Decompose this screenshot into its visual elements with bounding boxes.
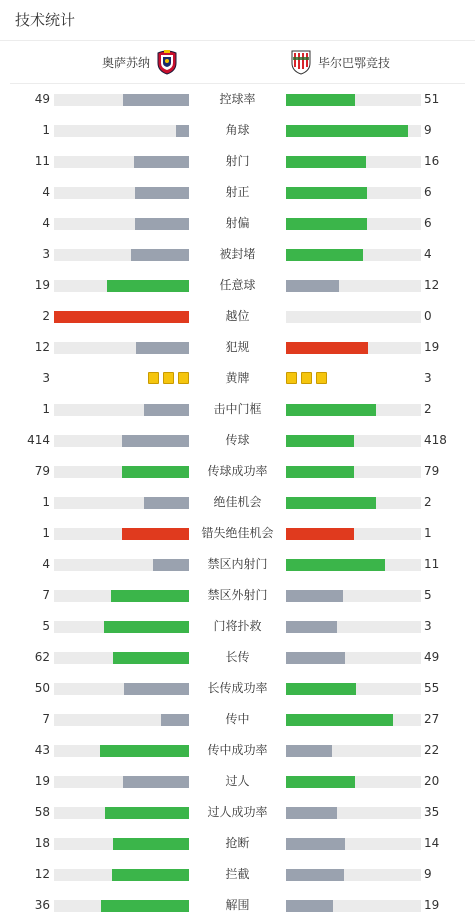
stat-label: 被封堵: [219, 247, 256, 261]
away-stat-value: 19: [424, 898, 440, 912]
home-stat-bar-fill: [122, 528, 190, 540]
home-stat-bar-fill: [104, 621, 189, 633]
home-stat-value: 58: [34, 805, 50, 819]
away-yellow-cards: [286, 372, 327, 384]
away-stat-bar: [286, 404, 421, 416]
away-stat-bar-fill: [286, 900, 333, 912]
stat-row: [0, 735, 475, 766]
away-stat-bar-fill: [286, 466, 354, 478]
away-stat-bar-fill: [286, 621, 337, 633]
away-stat-bar-fill: [286, 714, 393, 726]
stat-row: [0, 797, 475, 828]
away-stat-bar-fill: [286, 497, 376, 509]
yellow-card-icon: [163, 372, 174, 384]
stat-label: 射门: [225, 154, 250, 168]
home-stat-bar: [54, 621, 189, 633]
away-stat-bar: [286, 311, 421, 323]
home-stat-value: 7: [42, 712, 50, 726]
home-stat-bar: [54, 776, 189, 788]
stat-row: [0, 580, 475, 611]
away-stat-bar-fill: [286, 652, 345, 664]
away-stat-bar-fill: [286, 218, 367, 230]
stat-label: 犯规: [225, 340, 250, 354]
away-stat-bar-fill: [286, 435, 354, 447]
stat-label: 射偏: [225, 216, 250, 230]
away-stat-bar: [286, 125, 421, 137]
home-stat-bar-fill: [144, 497, 189, 509]
home-stat-bar: [54, 125, 189, 137]
away-stat-value: 51: [424, 92, 440, 106]
away-stat-bar: [286, 683, 421, 695]
home-stat-bar: [54, 404, 189, 416]
stat-label: 传球: [225, 433, 250, 447]
away-stat-value: 16: [424, 154, 440, 168]
stat-row: [0, 890, 475, 921]
home-stat-bar-fill: [122, 466, 190, 478]
yellow-card-icon: [316, 372, 327, 384]
stat-row: [0, 487, 475, 518]
yellow-card-icon: [178, 372, 189, 384]
home-stat-bar: [54, 838, 189, 850]
stat-row: [0, 549, 475, 580]
home-stat-bar-fill: [113, 652, 189, 664]
stat-label: 过人成功率: [207, 805, 268, 819]
home-stat-bar-fill: [112, 869, 189, 881]
page-title: 技术统计: [0, 0, 475, 41]
home-stat-bar: [54, 559, 189, 571]
away-stat-value: 27: [424, 712, 440, 726]
stat-row: [0, 518, 475, 549]
away-stat-bar: [286, 745, 421, 757]
away-stat-bar-fill: [286, 187, 367, 199]
home-stat-bar: [54, 745, 189, 757]
home-stat-value: 4: [42, 185, 50, 199]
stat-row: [0, 828, 475, 859]
home-stat-bar-fill: [135, 187, 189, 199]
away-stat-value: 12: [424, 278, 440, 292]
stat-row: [0, 394, 475, 425]
home-stat-bar-fill: [176, 125, 190, 137]
away-stat-bar: [286, 528, 421, 540]
stat-label: 拦截: [225, 867, 250, 881]
stat-row: [0, 84, 475, 115]
stat-label: 传中成功率: [207, 743, 268, 757]
away-stat-value: 14: [424, 836, 440, 850]
home-stat-bar-fill: [113, 838, 189, 850]
away-stat-bar-fill: [286, 590, 343, 602]
away-stat-value: 4: [424, 247, 432, 261]
stat-row: [0, 425, 475, 456]
away-stat-bar: [286, 497, 421, 509]
yellow-card-icon: [148, 372, 159, 384]
home-stat-bar-fill: [100, 745, 189, 757]
away-stat-bar: [286, 900, 421, 912]
away-stat-bar-fill: [286, 745, 332, 757]
away-stat-bar: [286, 807, 421, 819]
stat-label: 错失绝佳机会: [201, 526, 274, 540]
home-stat-bar: [54, 683, 189, 695]
home-stat-bar-fill: [144, 404, 189, 416]
away-stat-bar-fill: [286, 776, 355, 788]
home-stat-bar: [54, 342, 189, 354]
away-stat-value: 9: [424, 123, 432, 137]
away-stat-value: 6: [424, 216, 432, 230]
away-stat-bar-fill: [286, 838, 345, 850]
home-team[interactable]: [102, 49, 178, 75]
away-team-name: 毕尔巴鄂竞技: [318, 55, 391, 70]
stat-row: [0, 766, 475, 797]
away-stat-bar-fill: [286, 125, 408, 137]
stat-row: [0, 456, 475, 487]
stat-label: 长传成功率: [207, 681, 268, 695]
away-stat-bar: [286, 838, 421, 850]
away-stat-value: 35: [424, 805, 440, 819]
away-stat-bar: [286, 776, 421, 788]
away-stat-bar-fill: [286, 94, 355, 106]
away-stat-bar: [286, 466, 421, 478]
home-stat-bar-fill: [136, 342, 189, 354]
home-stat-value: 36: [34, 898, 50, 912]
away-stat-value: 6: [424, 185, 432, 199]
home-stat-bar-fill: [107, 280, 189, 292]
athletic-bilbao-crest-icon: [290, 49, 312, 75]
away-stat-value: 3: [424, 619, 432, 633]
away-stat-bar-fill: [286, 156, 366, 168]
stat-label: 角球: [225, 123, 250, 137]
home-stat-value: 12: [34, 340, 50, 354]
away-stat-bar: [286, 280, 421, 292]
stat-label: 长传: [225, 650, 250, 664]
away-stat-bar: [286, 249, 421, 261]
away-stat-value: 19: [424, 340, 440, 354]
stat-row: [0, 208, 475, 239]
home-stat-value: 62: [34, 650, 50, 664]
away-stat-bar: [286, 559, 421, 571]
away-stat-value: 2: [424, 402, 432, 416]
home-stat-bar: [54, 218, 189, 230]
stat-label: 过人: [225, 774, 250, 788]
away-stat-bar: [286, 621, 421, 633]
away-stat-value: 55: [424, 681, 440, 695]
stat-label: 传球成功率: [207, 464, 268, 478]
home-stat-value: 3: [42, 247, 50, 261]
stat-row: [0, 859, 475, 890]
home-stat-bar: [54, 249, 189, 261]
home-stat-bar: [54, 528, 189, 540]
home-team-name: 奥萨苏纳: [101, 55, 150, 70]
away-stat-bar: [286, 714, 421, 726]
home-stat-bar-fill: [123, 94, 189, 106]
stat-label: 越位: [225, 309, 250, 323]
away-team[interactable]: [290, 49, 390, 75]
away-stat-bar: [286, 156, 421, 168]
home-stat-value: 3: [42, 371, 50, 385]
away-stat-bar-fill: [286, 249, 363, 261]
away-stat-bar: [286, 187, 421, 199]
home-stat-bar-fill: [153, 559, 189, 571]
away-stat-value: 5: [424, 588, 432, 602]
away-stat-bar-fill: [286, 869, 344, 881]
stat-label: 抢断: [225, 836, 250, 850]
home-stat-value: 49: [34, 92, 50, 106]
away-stat-bar-fill: [286, 559, 385, 571]
home-stat-bar-fill: [123, 776, 189, 788]
home-stat-value: 2: [42, 309, 50, 323]
stat-row: [0, 332, 475, 363]
home-stat-bar-fill: [122, 435, 190, 447]
away-stat-value: 3: [424, 371, 432, 385]
home-stat-value: 43: [34, 743, 50, 757]
stat-label: 射正: [225, 185, 250, 199]
stat-row: [0, 239, 475, 270]
stat-label: 击中门框: [213, 402, 262, 416]
stat-row: [0, 363, 475, 394]
home-stat-bar: [54, 869, 189, 881]
home-stat-value: 50: [34, 681, 50, 695]
home-stat-bar: [54, 156, 189, 168]
away-stat-value: 49: [424, 650, 440, 664]
home-stat-bar-fill: [161, 714, 189, 726]
home-stat-bar: [54, 311, 189, 323]
teams-header: [10, 41, 465, 84]
stat-label: 传中: [225, 712, 250, 726]
stat-label: 门将扑救: [213, 619, 262, 633]
away-stat-bar: [286, 652, 421, 664]
away-stat-value: 418: [424, 433, 447, 447]
home-stat-bar-fill: [54, 311, 189, 323]
home-stat-value: 4: [42, 216, 50, 230]
home-stat-bar: [54, 714, 189, 726]
home-stat-value: 12: [34, 867, 50, 881]
away-stat-bar: [286, 342, 421, 354]
stat-row: [0, 611, 475, 642]
home-stat-value: 19: [34, 774, 50, 788]
home-stat-bar-fill: [105, 807, 189, 819]
home-stat-value: 4: [42, 557, 50, 571]
stat-label: 解围: [225, 898, 250, 912]
home-stat-value: 1: [42, 402, 50, 416]
home-stat-value: 1: [42, 495, 50, 509]
away-stat-bar-fill: [286, 683, 356, 695]
home-stat-bar-fill: [134, 156, 189, 168]
home-stat-bar: [54, 497, 189, 509]
stat-row: [0, 115, 475, 146]
stat-label: 绝佳机会: [213, 495, 262, 509]
home-stat-bar: [54, 652, 189, 664]
yellow-card-icon: [301, 372, 312, 384]
away-stat-bar: [286, 869, 421, 881]
osasuna-crest-icon: [156, 49, 178, 75]
stat-row: [0, 642, 475, 673]
stat-label: 任意球: [219, 278, 256, 292]
stat-row: [0, 673, 475, 704]
home-stat-bar: [54, 807, 189, 819]
home-stat-bar: [54, 466, 189, 478]
stat-label: 禁区外射门: [207, 588, 268, 602]
away-stat-value: 2: [424, 495, 432, 509]
away-stat-value: 79: [424, 464, 440, 478]
home-stat-value: 79: [34, 464, 50, 478]
away-stat-value: 0: [424, 309, 432, 323]
home-stat-bar-fill: [124, 683, 189, 695]
yellow-card-icon: [286, 372, 297, 384]
home-stat-value: 11: [34, 154, 50, 168]
stat-row: [0, 146, 475, 177]
away-stat-bar: [286, 435, 421, 447]
home-stat-bar: [54, 900, 189, 912]
home-stat-value: 5: [42, 619, 50, 633]
away-stat-value: 11: [424, 557, 440, 571]
home-stat-value: 19: [34, 278, 50, 292]
stat-row: [0, 704, 475, 735]
stat-label: 控球率: [219, 92, 256, 106]
stats-list: [0, 84, 475, 921]
home-stat-value: 1: [42, 123, 50, 137]
stat-row: [0, 270, 475, 301]
away-stat-bar-fill: [286, 342, 368, 354]
stat-row: [0, 177, 475, 208]
home-stat-bar: [54, 187, 189, 199]
away-stat-value: 1: [424, 526, 432, 540]
away-stat-bar-fill: [286, 404, 376, 416]
away-stat-value: 20: [424, 774, 440, 788]
home-stat-bar-fill: [131, 249, 189, 261]
away-stat-value: 9: [424, 867, 432, 881]
stat-row: [0, 301, 475, 332]
home-stat-value: 1: [42, 526, 50, 540]
home-stat-bar: [54, 94, 189, 106]
away-stat-bar-fill: [286, 280, 339, 292]
home-stat-value: 18: [34, 836, 50, 850]
home-stat-value: 414: [27, 433, 50, 447]
home-stat-bar: [54, 280, 189, 292]
away-stat-bar: [286, 94, 421, 106]
home-stat-bar-fill: [135, 218, 189, 230]
home-yellow-cards: [148, 372, 189, 384]
home-stat-bar: [54, 435, 189, 447]
home-stat-value: 7: [42, 588, 50, 602]
away-stat-value: 22: [424, 743, 440, 757]
home-stat-bar: [54, 590, 189, 602]
stat-label: 黄牌: [225, 371, 250, 385]
home-stat-bar-fill: [101, 900, 189, 912]
away-stat-bar: [286, 590, 421, 602]
home-stat-bar-fill: [111, 590, 189, 602]
away-stat-bar-fill: [286, 528, 354, 540]
stat-label: 禁区内射门: [207, 557, 268, 571]
away-stat-bar-fill: [286, 807, 337, 819]
away-stat-bar: [286, 218, 421, 230]
